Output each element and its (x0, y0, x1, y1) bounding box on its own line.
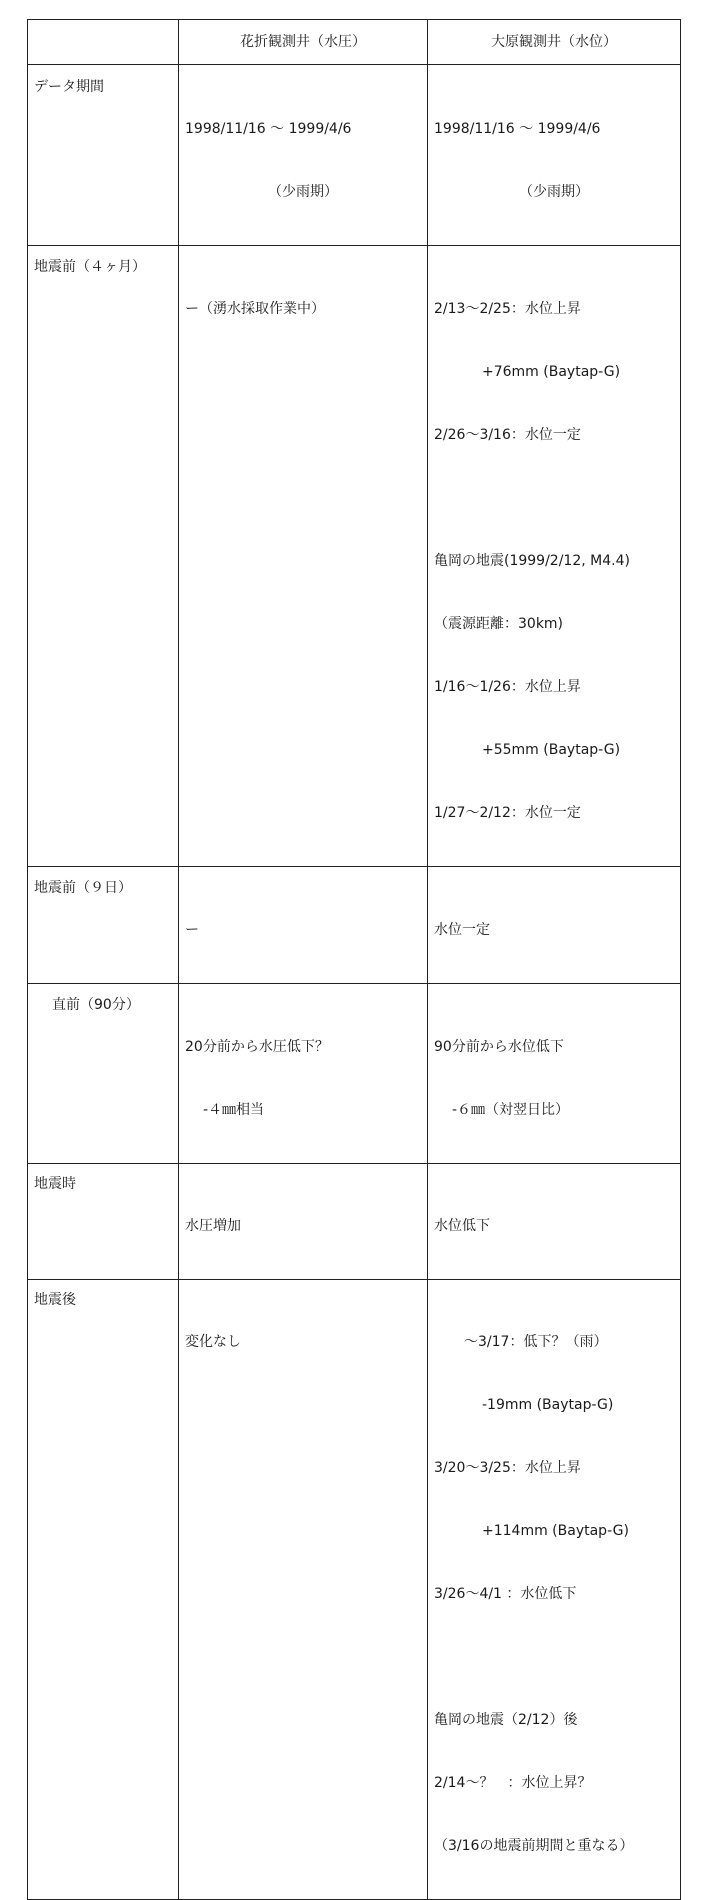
table-row (28, 867, 681, 984)
cell-line: （3/16の地震前期間と重なる） (434, 1838, 634, 1854)
cell-ohara-before-90-minutes (428, 984, 681, 1164)
cell-hanaori-during-earthquake (179, 1164, 428, 1280)
line-gap (434, 488, 674, 509)
header-blank-cell (28, 20, 179, 65)
cell-ohara-before-4-months (428, 246, 681, 867)
cell-line: +114mm (Baytap-G) (482, 1523, 629, 1539)
cell-line: 水圧増加 (185, 1218, 241, 1234)
row-label-during-earthquake: 地震時 (28, 1164, 179, 1280)
table-row (28, 246, 681, 867)
cell-line: 1998/11/16 ～ 1999/4/6 (185, 121, 352, 137)
cell-ohara-period (428, 65, 681, 246)
cell-hanaori-before-90-minutes (179, 984, 428, 1164)
cell-line: 水位低下 (434, 1218, 490, 1234)
cell-hanaori-after-earthquake (179, 1280, 428, 1900)
cell-line: ～3/17：低下？（雨） (464, 1334, 608, 1350)
table-row (28, 1280, 681, 1900)
cell-hanaori-period (179, 65, 428, 246)
cell-ohara-after-earthquake (428, 1280, 681, 1900)
cell-line: （少雨期） (268, 184, 338, 200)
cell-line: -６㎜（対翌日比） (452, 1102, 570, 1118)
cell-line: 亀岡の地震（2/12）後 (434, 1712, 578, 1728)
row-label-before-90-minutes: 直前（90分） (28, 984, 179, 1164)
row-label-before-9-days: 地震前（９日） (28, 867, 179, 984)
cell-line: 亀岡の地震(1999/2/12, M4.4) (434, 553, 630, 569)
row-label-before-4-months: 地震前（４ヶ月） (28, 246, 179, 867)
cell-line: （震源距離：30km) (434, 616, 564, 632)
cell-ohara-before-9-days (428, 867, 681, 984)
line-gap (434, 1647, 674, 1668)
table-row (28, 984, 681, 1164)
table-header-row (28, 20, 681, 65)
cell-line: 3/20～3/25：水位上昇 (434, 1460, 581, 1476)
cell-line: 1/16～1/26：水位上昇 (434, 679, 581, 695)
cell-line: 2/14～？ ：水位上昇？ (434, 1775, 592, 1791)
cell-line: ー (185, 922, 199, 938)
cell-line: 1/27～2/12：水位一定 (434, 805, 581, 821)
table-row (28, 1164, 681, 1280)
cell-hanaori-before-9-days (179, 867, 428, 984)
header-ohara: 大原観測井（水位） (428, 20, 681, 65)
cell-line: -４㎜相当 (203, 1102, 265, 1118)
cell-line: 2/13～2/25：水位上昇 (434, 301, 581, 317)
row-label-after-earthquake: 地震後 (28, 1280, 179, 1900)
row-label-period: データ期間 (28, 65, 179, 246)
cell-line: +76mm (Baytap-G) (482, 364, 621, 380)
cell-ohara-during-earthquake (428, 1164, 681, 1280)
observation-comparison-table (27, 19, 681, 1900)
cell-line: +55mm (Baytap-G) (482, 742, 621, 758)
cell-line: 2/26～3/16：水位一定 (434, 427, 581, 443)
cell-line: 3/26～4/1 ：水位低下 (434, 1586, 577, 1602)
cell-line: 90分前から水位低下 (434, 1039, 564, 1055)
cell-line: ー（湧水採取作業中） (185, 301, 325, 317)
cell-hanaori-before-4-months (179, 246, 428, 867)
cell-line: 1998/11/16 ～ 1999/4/6 (434, 121, 601, 137)
cell-line: 20分前から水圧低下？ (185, 1039, 329, 1055)
table-row (28, 65, 681, 246)
cell-line: 水位一定 (434, 922, 490, 938)
cell-line: 変化なし (185, 1334, 241, 1350)
cell-line: -19mm (Baytap-G) (482, 1397, 614, 1413)
cell-line: （少雨期） (519, 184, 589, 200)
header-hanaori: 花折観測井（水圧） (179, 20, 428, 65)
